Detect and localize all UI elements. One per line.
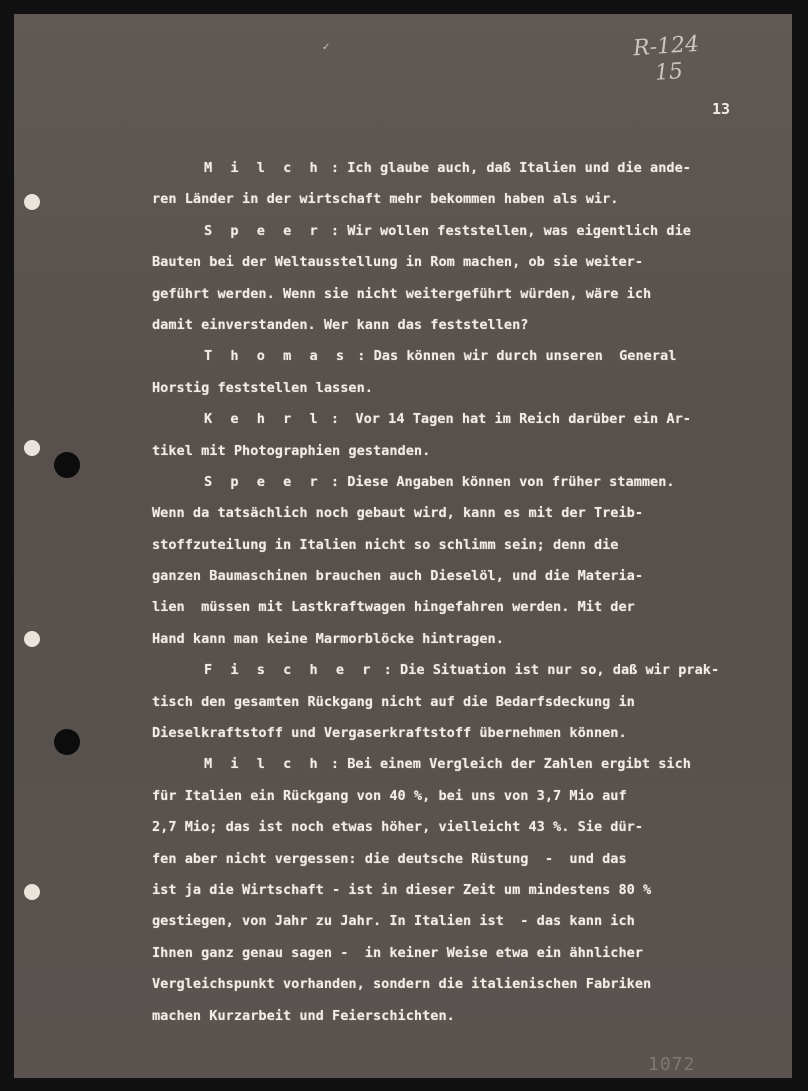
- speaker-name: F i s c h e r: [204, 662, 376, 679]
- speaker-line: [152, 467, 722, 498]
- line-text: Wir wollen feststellen, was eigentlich die: [347, 222, 691, 239]
- speaker-name: M i l c h: [204, 160, 323, 176]
- line-text: Horstig feststellen lassen.: [152, 379, 373, 396]
- speaker-line: [152, 655, 722, 686]
- line-text: für Italien ein Rückgang von 40 %, bei uns von 3,7 Mio auf: [152, 787, 627, 804]
- speaker-line: [152, 749, 722, 780]
- speaker-name: T h o m a s: [204, 348, 350, 365]
- speaker-separator: :: [349, 348, 374, 365]
- speaker-name: K e h r l: [204, 411, 323, 428]
- text-line: [152, 561, 722, 592]
- line-text: Bei einem Vergleich der Zahlen ergibt sich: [347, 756, 691, 773]
- line-text: lien müssen mit Lastkraftwagen hingefahren werden. Mit der: [152, 599, 635, 616]
- punch-hole: [24, 884, 40, 900]
- line-text: Hand kann man keine Marmorblöcke hintragen.: [152, 630, 504, 647]
- line-text: tisch den gesamten Rückgang nicht auf die Bedarfsdeckung in: [152, 693, 635, 710]
- line-text: ist ja die Wirtschaft - ist in dieser Zeit um mindestens 80 %: [152, 881, 652, 898]
- line-text: Die Situation ist nur so, daß wir prak-: [399, 662, 720, 679]
- text-line: [152, 530, 722, 561]
- text-line: [152, 247, 722, 278]
- line-text: Vergleichspunkt vorhanden, sondern die italienischen Fabriken: [152, 976, 652, 993]
- line-text: 2,7 Mio; das ist noch etwas höher, vielleicht 43 %. Sie dür-: [152, 819, 644, 836]
- binder-hole: [54, 452, 80, 478]
- line-text: Ich glaube auch, daß Italien und die ande-: [347, 160, 691, 176]
- speaker-separator: :: [375, 662, 400, 679]
- binder-hole: [54, 729, 80, 755]
- speaker-line: [152, 216, 722, 247]
- tick-mark-icon: ✓: [322, 42, 331, 53]
- speaker-line: [152, 153, 722, 184]
- line-text: stoffzuteilung in Italien nicht so schlimm sein; denn die: [152, 536, 619, 553]
- speaker-separator: :: [322, 473, 348, 490]
- text-line: [152, 781, 722, 812]
- text-line: [152, 279, 722, 310]
- speaker-name: M i l c h: [204, 756, 323, 773]
- text-line: [152, 498, 722, 529]
- line-text: Bauten bei der Weltausstellung in Rom machen, ob sie weiter-: [152, 254, 644, 271]
- line-text: Wenn da tatsächlich noch gebaut wird, kann es mit der Treib-: [152, 505, 644, 522]
- page-number: 13: [712, 100, 731, 118]
- line-text: geführt werden. Wenn sie nicht weitergeführt würden, wäre ich: [152, 285, 652, 302]
- speaker-name: S p e e r: [204, 473, 323, 490]
- text-line: [152, 938, 722, 969]
- text-line: [152, 906, 722, 937]
- text-line: [152, 1001, 722, 1032]
- archive-mark-line2: 15: [654, 58, 684, 86]
- speaker-separator: :: [322, 411, 356, 428]
- line-text: damit einverstanden. Wer kann das feststellen?: [152, 316, 529, 333]
- line-text: Ihnen ganz genau sagen - in keiner Weise etwa ein ähnlicher: [152, 944, 644, 961]
- line-text: Diese Angaben können von früher stammen.: [347, 473, 675, 490]
- text-line: [152, 436, 722, 467]
- text-line: [152, 310, 722, 341]
- line-text: Dieselkraftstoff und Vergaserkraftstoff übernehmen können.: [152, 725, 627, 742]
- typed-text-body: [152, 153, 722, 1032]
- line-text: gestiegen, von Jahr zu Jahr. In Italien ist - das kann ich: [152, 913, 635, 930]
- punch-hole: [24, 631, 40, 647]
- line-text: ganzen Baumaschinen brauchen auch Dieselöl, und die Materia-: [152, 568, 644, 585]
- speaker-separator: :: [322, 160, 348, 176]
- text-line: [152, 718, 722, 749]
- speaker-separator: :: [322, 222, 348, 239]
- text-line: [152, 184, 722, 215]
- punch-hole: [24, 194, 40, 210]
- archive-mark: [632, 32, 701, 88]
- line-text: Vor 14 Tagen hat im Reich darüber ein Ar-: [355, 411, 691, 428]
- line-text: tikel mit Photographien gestanden.: [152, 442, 431, 459]
- text-line: [152, 844, 722, 875]
- line-text: machen Kurzarbeit und Feierschichten.: [152, 1007, 455, 1024]
- line-text: fen aber nicht vergessen: die deutsche Rüstung - und das: [152, 850, 627, 867]
- speaker-line: [152, 341, 722, 372]
- text-line: [152, 969, 722, 1000]
- line-text: ren Länder in der wirtschaft mehr bekommen haben als wir.: [152, 191, 619, 208]
- text-line: [152, 624, 722, 655]
- punch-hole: [24, 440, 40, 456]
- archive-mark-line1: R-124: [632, 31, 700, 62]
- speaker-line: [152, 404, 722, 435]
- line-text: Das können wir durch unseren General: [373, 348, 677, 365]
- text-line: [152, 687, 722, 718]
- footer-stamp: 1072: [648, 1054, 696, 1075]
- speaker-separator: :: [322, 756, 348, 773]
- text-line: [152, 592, 722, 623]
- text-line: [152, 373, 722, 404]
- text-line: [152, 812, 722, 843]
- text-line: [152, 875, 722, 906]
- speaker-name: S p e e r: [204, 222, 323, 239]
